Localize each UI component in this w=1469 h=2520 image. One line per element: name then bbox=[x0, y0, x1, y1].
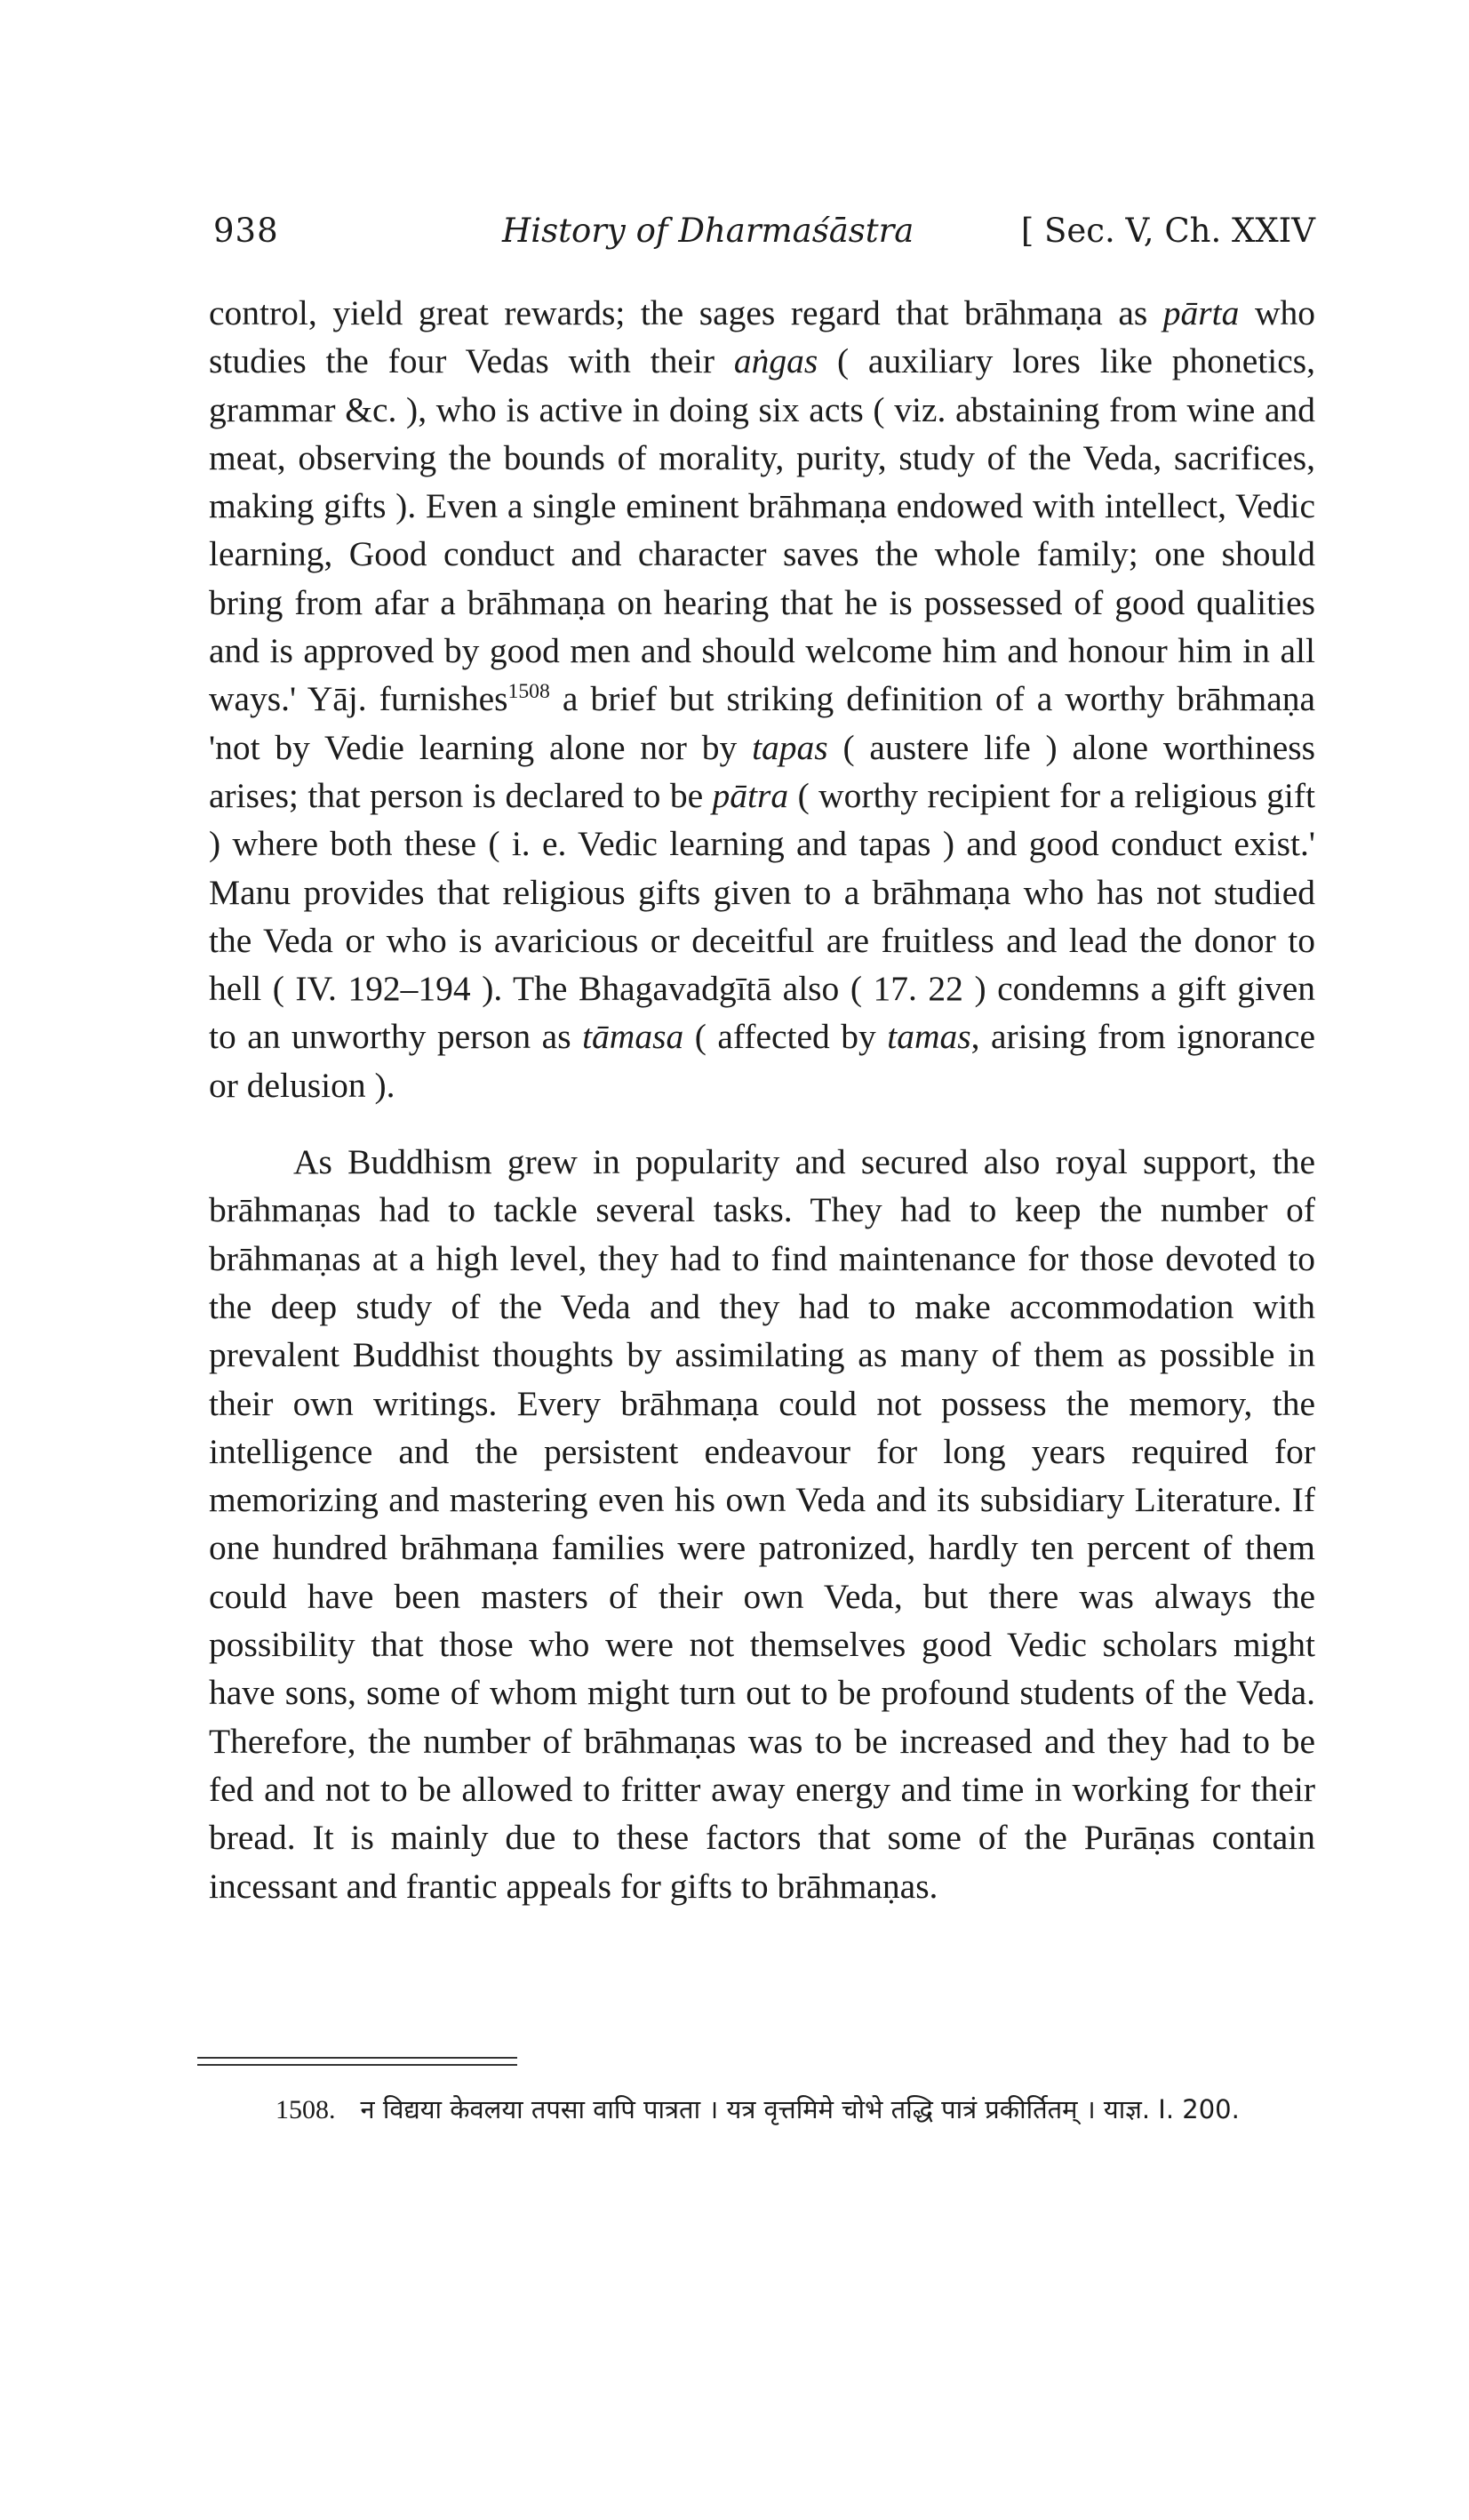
italic-term: tāmasa bbox=[582, 1017, 684, 1057]
running-head bbox=[213, 206, 1315, 260]
text-run: ( affected by bbox=[683, 1017, 888, 1057]
footnote-rule bbox=[197, 2057, 517, 2059]
italic-term: aṅgas bbox=[733, 341, 818, 381]
section-reference: [ Sec. V, Ch. XXIV bbox=[1020, 212, 1315, 250]
text-run: ( worthy recipient for a religious gift ) where both these ( i. e. Vedic learning and tapas ) and good conduct exist.' Manu provides that religious gifts given to a brāhmaṇa who has not studied the Veda or who is avaricious or deceitful are fruitless and lead the donor to hell ( IV. 192–194 ). The Bhagavadgītā also ( 17. 22 ) condemns a gift given to an unworthy person as bbox=[209, 775, 1316, 1057]
italic-term: pātra bbox=[712, 775, 789, 815]
paragraph bbox=[209, 289, 1315, 1109]
text-run: ( auxiliary lores like phonetics, grammar &c. ), who is active in doing six acts ( viz. abstaining from wine and meat, observing the bounds of morality, purity, study of the Veda, sacrifices, making gifts ). Even a single eminent brāhmaṇa endowed with intellect, Vedic learning, Good conduct and character saves the whole family; one should bring from afar a brāhmaṇa on hearing that he is possessed of good qualities and is approved by good men and should welcome him and honour him in all ways.' Yāj. furnishes bbox=[209, 341, 1315, 719]
text-run: a brief but striking definition of a worthy brāhmaṇa 'not by Vedie learning alone nor by bbox=[209, 679, 1316, 767]
text-run: As Buddhism grew in popularity and secured also royal support, the brāhmaṇas had to tackle several tasks. They had to keep the number of brāhmaṇas at a high level, they had to find maintenance for those devoted to the deep study of the Veda and they had to make accommodation with prevalent Buddhist thoughts by assimilating as many of them as possible in their own writings. Every brāhmaṇa could not possess the memory, the intelligence and the persistent endeavour for long years required for memorizing and mastering even his own Veda and its subsidiary Literature. If one hundred brāhmaṇa families were patronized, hardly ten percent of them could have been masters of their own Veda, but there was always the possibility that those who were not themselves good Vedic scholars might have sons, some of whom might turn out to be profound students of the Veda. Therefore, the number of brāhmaṇas was to be increased and they had to be fed and not to be allowed to fritter away energy and time in working for their bread. It is mainly due to these factors that some of the Purāṇas contain incessant and frantic appeals for gifts to brāhmaṇas. bbox=[209, 1142, 1315, 1906]
footnote-reference: 1508 bbox=[507, 680, 550, 704]
footnote bbox=[197, 2084, 1299, 2135]
text-run: ( austere life ) alone worthiness arises; that person is declared to be bbox=[209, 727, 1315, 815]
main-text bbox=[209, 289, 1315, 1910]
page-number: 938 bbox=[213, 212, 279, 250]
book-title: History of Dharmaśāstra bbox=[502, 212, 914, 250]
text-run: , arising from ignorance or delusion ). bbox=[209, 1017, 1315, 1105]
paragraph bbox=[209, 1138, 1315, 1910]
footnote-number: 1508. bbox=[275, 2095, 336, 2124]
footnote-text: न विद्यया केवलया तपसा वापि पात्रता । यत्र वृत्तमिमे चोभे तद्धि पात्रं प्रकीर्तितम् । याज्ञ. I. 200. bbox=[360, 2094, 1240, 2124]
text-run: control, yield great rewards; the sages regard that brāhmaṇa as bbox=[209, 293, 1163, 332]
italic-term: tamas bbox=[887, 1017, 971, 1057]
italic-term: tapas bbox=[752, 727, 828, 767]
italic-term: pārta bbox=[1162, 293, 1240, 332]
footnote-rule bbox=[197, 2064, 517, 2066]
text-run: who studies the four Vedas with their bbox=[209, 293, 1315, 381]
